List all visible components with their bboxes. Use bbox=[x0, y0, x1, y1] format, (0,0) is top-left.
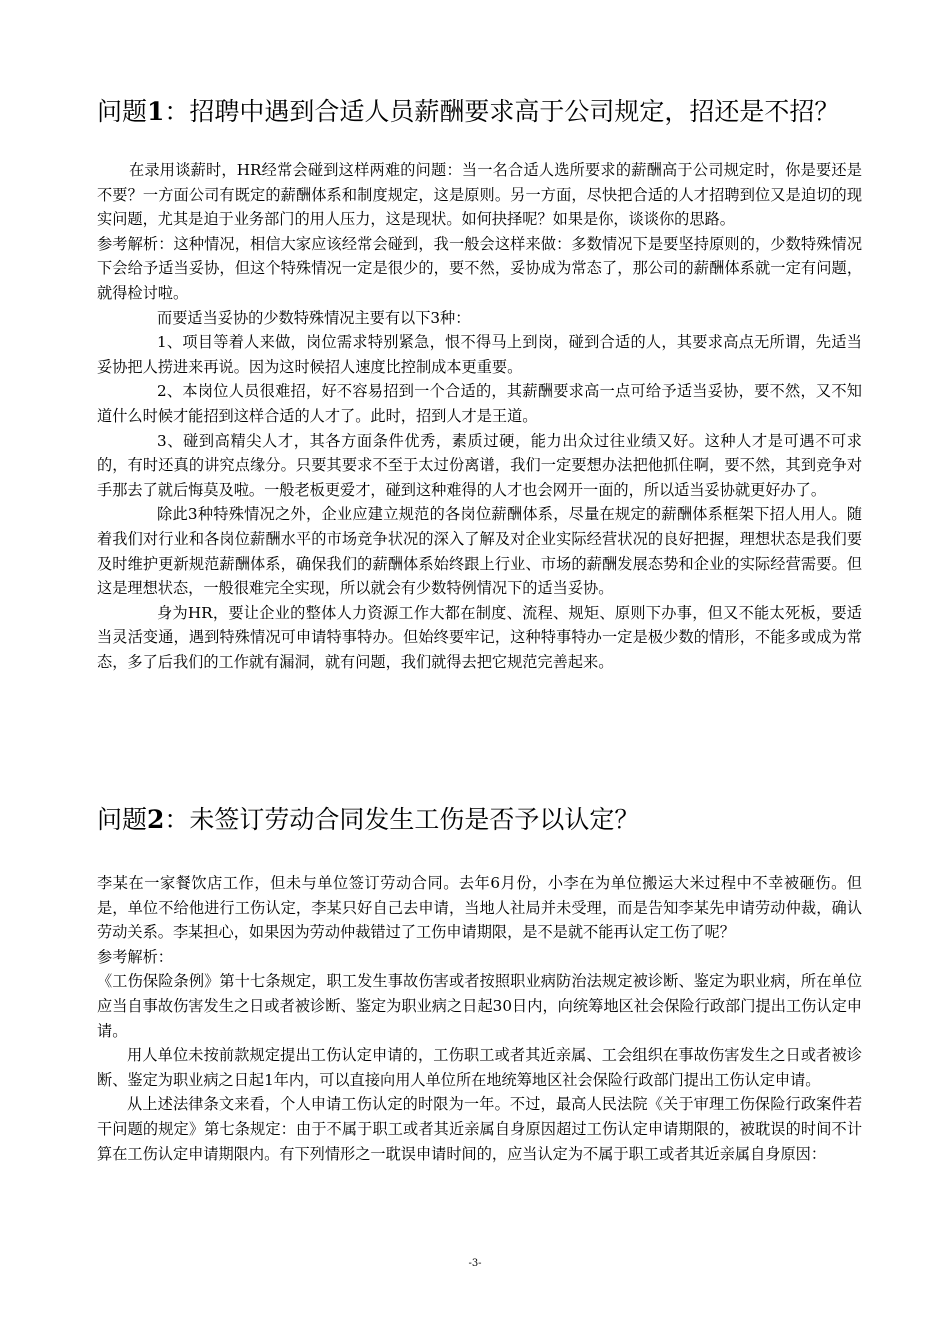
section1-paragraph-case-3: 3、碰到高精尖人才，其各方面条件优秀，素质过硬，能力出众过往业绩又好。这种人才是可遇不可求的，有时还真的讲究点缘分。只要其要求不至于太过份离谱，我们一定要想办法把他抓住啊，要不然，其到竞争对手那去了就后悔莫及啦。一般老板更爱才，碰到这种难得的人才也会网开一面的，所以适当妥协就更好办了。 bbox=[97, 431, 862, 499]
section1-paragraph-system: 除此3种特殊情况之外，企业应建立规范的各岗位薪酬体系，尽量在规定的薪酬体系框架下招人用人。随着我们对行业和各岗位薪酬水平的市场竞争状况的深入了解及对企业实际经营状况的良好把握，理想状态是我们要及时维护更新规范薪酬体系，确保我们的薪酬体系始终跟上行业、市场的薪酬发展态势和企业的实际经营需要。但这是理想状态，一般很难完全实现，所以就会有少数特例情况下的适当妥协。 bbox=[97, 505, 862, 598]
section1-heading-prefix: 问题 bbox=[97, 97, 148, 126]
section2-heading-text: ：未签订劳动合同发生工伤是否予以认定？ bbox=[164, 805, 640, 834]
section2-paragraph-time-limit: 从上述法律条文来看，个人申请工伤认定的时限为一年。不过，最高人民法院《关于审理工伤保险行政案件若干问题的规定》第七条规定：由于不属于职工或者其近亲属自身原因超过工伤认定申请期限的，被耽误的时间不计算在工伤认定申请期限内。有下列情形之一耽误申请时间的，应当认定为不属于职工或者其近亲属自身原因： bbox=[97, 1095, 862, 1163]
section2-paragraph-case: 李某在一家餐饮店工作，但未与单位签订劳动合同。去年6月份，小李在为单位搬运大米过程中不幸被砸伤。但是，单位不给他进行工伤认定，李某只好自己去申请，当地人社局并未受理，而是告知李某先申请劳动仲裁，确认劳动关系。李某担心，如果因为劳动仲裁错过了工伤申请期限，是不是就不能再认定工伤了呢？ bbox=[97, 874, 862, 942]
section2-heading-number: 2 bbox=[147, 805, 165, 834]
section1-paragraph-conclusion: 身为HR，要让企业的整体人力资源工作大都在制度、流程、规矩、原则下办事，但又不能太死板，要适当灵活变通，遇到特殊情况可申请特事特办。但始终要牢记，这种特事特办一定是极少数的情形，不能多或成为常态，多了后我们的工作就有漏洞，就有问题，我们就得去把它规范完善起来。 bbox=[97, 603, 862, 671]
section1-heading-number: 1 bbox=[147, 97, 165, 126]
section1-paragraph-case-2: 2、本岗位人员很难招，好不容易招到一个合适的，其薪酬要求高一点可给予适当妥协，要不然，又不知道什么时候才能招到这样合适的人才了。此时，招到人才是王道。 bbox=[97, 382, 862, 425]
section2-body bbox=[97, 871, 862, 1166]
section1-heading bbox=[97, 95, 857, 129]
section2-paragraph-regulation: 《工伤保险条例》第十七条规定，职工发生事故伤害或者按照职业病防治法规定被诊断、鉴定为职业病，所在单位应当自事故伤害发生之日或者被诊断、鉴定为职业病之日起30日内，向统筹地区社会保险行政部门提出工伤认定申请。 bbox=[97, 972, 862, 1040]
section1-paragraph-cases-lead: 而要适当妥协的少数特殊情况主要有以下3种： bbox=[157, 308, 471, 327]
section2-paragraph-analysis-label: 参考解析： bbox=[97, 947, 173, 966]
section1-paragraph-analysis: 参考解析：这种情况，相信大家应该经常会碰到，我一般会这样来做：多数情况下是要坚持原则的，少数特殊情况下会给予适当妥协，但这个特殊情况一定是很少的，要不然，妥协成为常态了，那公司的薪酬体系就一定有问题，就得检讨啦。 bbox=[97, 234, 862, 302]
section2-heading-prefix: 问题 bbox=[97, 805, 148, 834]
section1-paragraph-case-1: 1、项目等着人来做，岗位需求特别紧急，恨不得马上到岗，碰到合适的人，其要求高点无所谓，先适当妥协把人捞进来再说。因为这时候招人速度比控制成本更重要。 bbox=[97, 333, 862, 376]
section2-paragraph-employer-failure: 用人单位未按前款规定提出工伤认定申请的，工伤职工或者其近亲属、工会组织在事故伤害发生之日或者被诊断、鉴定为职业病之日起1年内，可以直接向用人单位所在地统筹地区社会保险行政部门提出工伤认定申请。 bbox=[97, 1046, 862, 1089]
section2-heading bbox=[97, 803, 857, 837]
section1-body bbox=[97, 158, 862, 674]
section1-heading-text: ：招聘中遇到合适人员薪酬要求高于公司规定，招还是不招？ bbox=[164, 97, 840, 126]
section1-paragraph-intro: 在录用谈薪时，HR经常会碰到这样两难的问题：当一名合适人选所要求的薪酬高于公司规定时，你是要还是不要？一方面公司有既定的薪酬体系和制度规定，这是原则。另一方面，尽快把合适的人才招聘到位又是迫切的现实问题，尤其是迫于业务部门的用人压力，这是现状。如何抉择呢？如果是你，谈谈你的思路。 bbox=[97, 161, 862, 229]
page-number: -3- bbox=[468, 1258, 482, 1269]
